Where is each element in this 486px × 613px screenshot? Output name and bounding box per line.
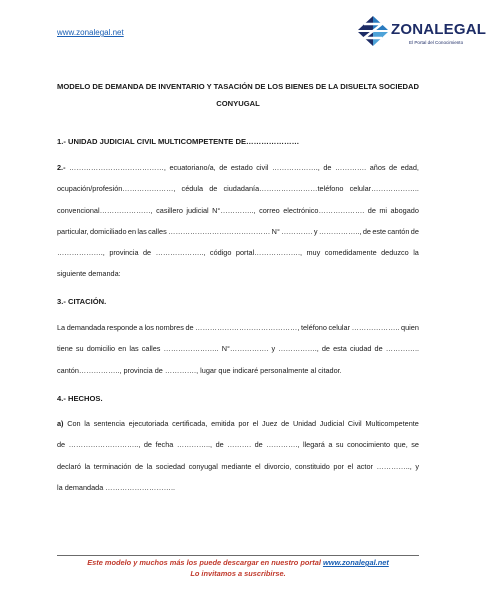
- word: de: [142, 248, 152, 258]
- word: de: [57, 440, 66, 450]
- word: la: [84, 461, 91, 471]
- word: el: [255, 461, 261, 471]
- word: correo: [259, 205, 280, 215]
- section-4-heading: 4.- HECHOS.: [57, 394, 103, 403]
- word: domiciliado: [90, 226, 127, 236]
- word: comedidamente: [324, 248, 377, 258]
- word: ………………..: [351, 323, 400, 332]
- word: judicial: [186, 205, 209, 215]
- word: ……………………………………,: [195, 323, 300, 332]
- word: ……….: [227, 440, 252, 450]
- word: emitida: [211, 419, 235, 428]
- paragraph-line: [57, 157, 419, 178]
- word: N°…………….: [221, 344, 269, 354]
- word: la demandada ………………………..: [57, 482, 176, 492]
- footer-link[interactable]: www.zonalegal.net: [322, 558, 389, 567]
- word: cantón…………….., provincia de …………., lugar que indicaré personalmente al citador.: [57, 365, 342, 375]
- word: domicilio: [86, 344, 116, 354]
- word: a): [57, 419, 64, 428]
- word: su: [335, 440, 344, 450]
- word: y: [313, 226, 318, 236]
- word: ………….,: [266, 440, 300, 450]
- word: particular,: [57, 226, 89, 236]
- word: nombres: [155, 323, 184, 332]
- word: tiene: [57, 344, 73, 354]
- word: de: [410, 226, 419, 236]
- word: en: [118, 344, 127, 354]
- word: calles: [148, 226, 167, 236]
- word: ecuatoriano/a,: [169, 163, 216, 172]
- word: su: [75, 344, 84, 354]
- word: Juez: [261, 419, 278, 428]
- word: estado: [230, 163, 253, 172]
- word: muy: [306, 248, 321, 258]
- word: ………………..,: [155, 248, 206, 258]
- word: de: [215, 440, 224, 450]
- word: …………….,: [278, 344, 319, 354]
- title-line-2: CONYUGAL: [216, 99, 260, 108]
- word: de: [219, 163, 228, 172]
- footer-line-2: Lo invitamos a suscribirse.: [190, 568, 286, 578]
- word: edad,: [400, 163, 419, 172]
- word: teléfono: [300, 323, 327, 332]
- word: celular: [328, 323, 351, 332]
- word: ……………………………………: [168, 226, 271, 236]
- word: y: [271, 344, 276, 354]
- word: de: [389, 163, 398, 172]
- word: Judicial: [319, 419, 345, 428]
- word: …………………………………,: [69, 163, 166, 172]
- word: se: [411, 440, 419, 450]
- word: Unidad: [292, 419, 317, 428]
- word: los: [144, 323, 154, 332]
- word: por: [333, 461, 344, 471]
- word: celular………………..: [349, 184, 419, 194]
- paragraph-line: [57, 200, 419, 221]
- word: N°…………..,: [212, 205, 256, 215]
- paragraph-line: [57, 456, 419, 477]
- word: fecha: [155, 440, 174, 450]
- word: provincia: [109, 248, 139, 258]
- word: siguiente demanda:: [57, 269, 121, 279]
- word: ………………………..,: [68, 440, 141, 450]
- word: abogado: [390, 205, 419, 215]
- word: ……………….,: [271, 163, 320, 172]
- word: N°: [271, 226, 280, 236]
- paragraph-line: [57, 477, 419, 498]
- word: divorcio,: [264, 461, 292, 471]
- word: el: [252, 419, 259, 428]
- word: años: [369, 163, 386, 172]
- word: de: [143, 440, 152, 450]
- word: las: [129, 344, 139, 354]
- paragraph-line: [57, 221, 419, 242]
- site-link[interactable]: www.zonalegal.net: [57, 28, 124, 37]
- word: la: [84, 419, 90, 428]
- word: ………….: [334, 163, 367, 172]
- footer-note: [57, 558, 419, 579]
- section-1-heading: 1.- UNIDAD JUDICIAL CIVIL MULTICOMPETENTE DE…………………: [57, 137, 300, 146]
- word: ciudadanía……………………teléfono: [223, 184, 344, 194]
- paragraph-line: [57, 178, 419, 199]
- word: responde: [106, 323, 138, 332]
- word: llegará: [302, 440, 325, 450]
- word: esta: [333, 344, 347, 354]
- word: código: [209, 248, 232, 258]
- logo-tagline: El Portal del Conocimiento: [409, 40, 464, 45]
- word: mi: [379, 205, 388, 215]
- word: la: [146, 461, 153, 471]
- footer-line-1: [57, 558, 419, 569]
- word: deduzco: [381, 248, 409, 258]
- word: demandada: [66, 323, 106, 332]
- word: casillero: [156, 205, 183, 215]
- logo-name: ZONALEGAL: [391, 21, 486, 38]
- word: electrónico……………….: [283, 205, 365, 215]
- paragraph-line: [57, 413, 419, 434]
- paragraph-line: [57, 338, 419, 359]
- word: ciudad: [349, 344, 372, 354]
- section-3-heading: 3.- CITACIÓN.: [57, 297, 107, 306]
- word: 2.-: [57, 163, 66, 172]
- paragraph-line: [57, 360, 419, 381]
- word: la: [413, 248, 419, 258]
- word: actor: [356, 461, 373, 471]
- word: a: [328, 440, 333, 450]
- section-2-paragraph: [57, 157, 419, 285]
- word: mediante: [221, 461, 252, 471]
- word: de: [362, 226, 371, 236]
- word: Con: [67, 419, 81, 428]
- word: de: [185, 323, 194, 332]
- word: …………..: [385, 344, 419, 354]
- paragraph-line: [57, 263, 419, 284]
- document-title: [57, 78, 419, 112]
- word: de: [281, 419, 290, 428]
- section-3-paragraph: [57, 317, 419, 381]
- paragraph-line: [57, 317, 419, 338]
- footer-divider: [57, 555, 419, 556]
- word: de: [254, 440, 263, 450]
- word: sociedad: [155, 461, 186, 471]
- word: ocupación/profesión…………………,: [57, 184, 176, 194]
- footer-line-1-text: Este modelo y muchos más los puede descargar en nuestro portal: [87, 558, 323, 567]
- word: conyugal: [188, 461, 218, 471]
- word: portal……………….,: [235, 248, 302, 258]
- word: terminación: [93, 461, 132, 471]
- word: declaró: [57, 461, 81, 471]
- section-4-paragraph: [57, 413, 419, 498]
- word: de: [209, 184, 218, 194]
- word: …………………..: [163, 344, 219, 354]
- word: de: [323, 163, 332, 172]
- logo-mark-icon: [356, 14, 390, 48]
- word: convencional…………………,: [57, 205, 153, 215]
- word: constituido: [294, 461, 330, 471]
- word: por: [238, 419, 249, 428]
- zonalegal-logo[interactable]: [356, 14, 486, 48]
- title-line-1: MODELO DE DEMANDA DE INVENTARIO Y TASACIÓN DE LOS BIENES DE LA DISUELTA SOCIEDAD: [57, 82, 419, 91]
- word: cantón: [387, 226, 410, 236]
- word: en: [127, 226, 137, 236]
- paragraph-line: [57, 242, 419, 263]
- word: de: [367, 205, 376, 215]
- word: las: [137, 226, 147, 236]
- word: ……………….,: [57, 248, 105, 258]
- word: Civil: [347, 419, 362, 428]
- word: de: [134, 461, 144, 471]
- word: ………….: [281, 226, 313, 236]
- word: …………..,: [376, 461, 412, 471]
- word: La: [57, 323, 66, 332]
- word: que,: [393, 440, 408, 450]
- word: de: [321, 344, 330, 354]
- word: y: [415, 461, 419, 471]
- word: el: [347, 461, 354, 471]
- word: calles: [141, 344, 161, 354]
- word: civil: [256, 163, 269, 172]
- word: certificada,: [172, 419, 208, 428]
- word: ejecutoriada: [128, 419, 169, 428]
- word: este: [372, 226, 387, 236]
- word: quien: [401, 323, 419, 332]
- word: a: [138, 323, 143, 332]
- word: ……………..,: [318, 226, 362, 236]
- paragraph-line: [57, 434, 419, 455]
- word: de: [374, 344, 383, 354]
- word: sentencia: [93, 419, 125, 428]
- word: cédula: [181, 184, 204, 194]
- word: Multicompetente: [365, 419, 419, 428]
- word: conocimiento: [347, 440, 391, 450]
- word: …………..,: [176, 440, 213, 450]
